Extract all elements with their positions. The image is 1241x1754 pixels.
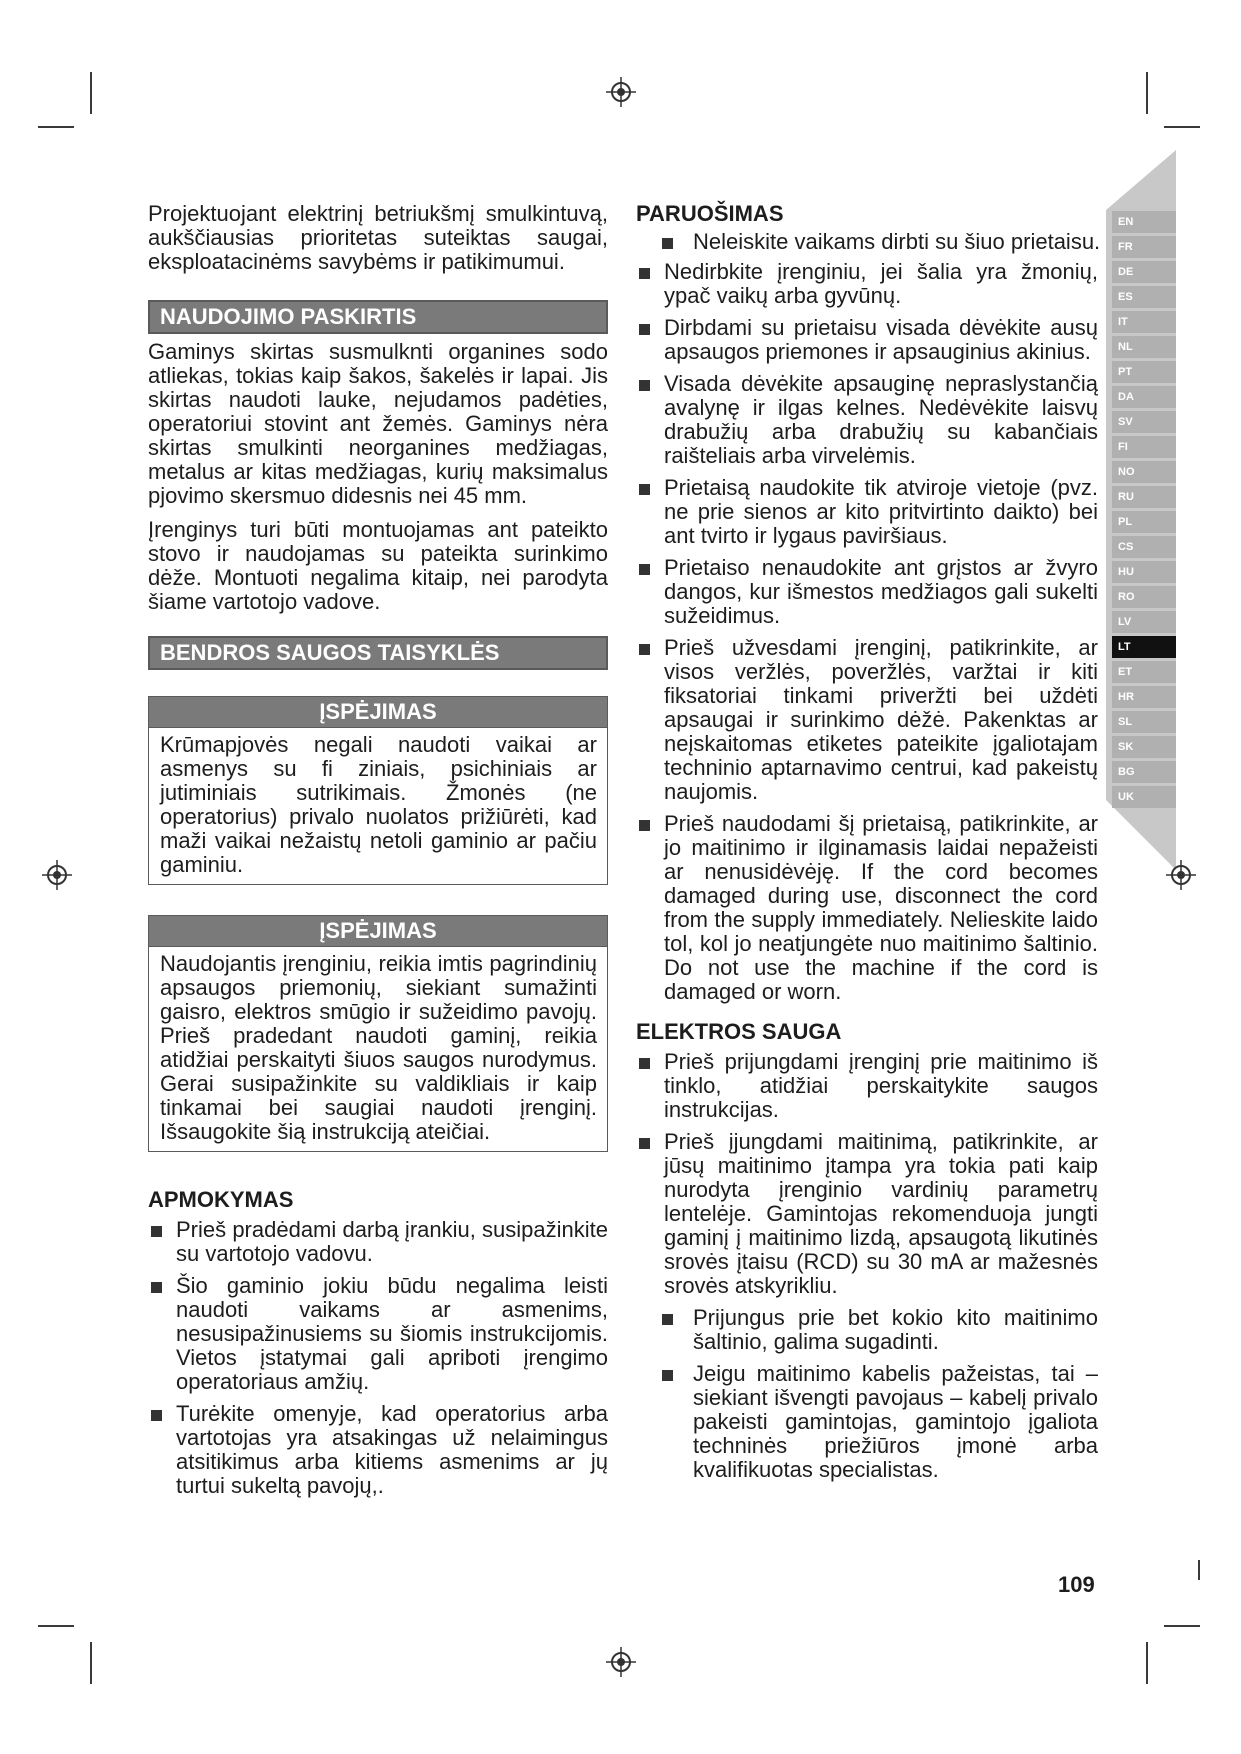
language-tab-sk: SK [1112,736,1176,758]
crop-mark [38,126,74,128]
crop-mark [38,1625,74,1627]
language-tab-bg: BG [1112,761,1176,783]
warning-text-2: Naudojantis įrenginiu, reikia imtis pagrindinių apsaugos priemonių, siekiant sumažinti gaisro, elektros smūgio ir sužeidimo pavojų. Prieš pradedant naudoti gaminį, reikia atidžiai perskaityti šiuos saugos nurodymus. Gerai susipažinkite su valdikliais ir kaip tinkamai bei saugiai naudoti įrenginį. Išsaugokite šią instrukciją ateičiai. [160,951,597,1144]
list-item: Šio gaminio jokiu būdu negalima leisti naudoti vaikams ar asmenims, nesusipažinusiems su šiomis instrukcijomis. Vietos įstatymai gali apriboti įrengimo operatoriaus amžių. [148,1274,608,1394]
section-heading-bendros: BENDROS SAUGOS TAISYKLĖS [148,636,608,670]
naudojimo-paragraph-2: Įrenginys turi būti montuojamas ant pateikto stovo ir naudojamas su pateikta surinkimo dėže. Montuoti negalima kitaip, nei parodyta šiame vartotojo vadove. [148,517,608,614]
registration-mark-icon [42,860,72,890]
language-tab-hr: HR [1112,686,1176,708]
language-tab-en: EN [1112,211,1176,233]
paruosimas-list [636,260,1098,1004]
language-tab-es: ES [1112,286,1176,308]
language-tab-de: DE [1112,261,1176,283]
language-tab-sl: SL [1112,711,1176,733]
language-tab-cs: CS [1112,536,1176,558]
list-item: Prietaiso nenaudokite ant grįstos ar žvyro dangos, kur išmestos medžiagos gali sukelti sužeidimus. [636,556,1098,628]
intro-paragraph: Projektuojant elektrinį betriukšmį smulkintuvą, aukščiausias prioritetas suteiktas saugai, eksploatacinėms savybėms ir patikimumui. [148,201,608,274]
section-heading-naudojimo: NAUDOJIMO PASKIRTIS [148,300,608,334]
language-tab-da: DA [1112,386,1176,408]
elektros-list [636,1050,1098,1298]
crop-mark [90,72,92,114]
language-tab-et: ET [1112,661,1176,683]
list-item: Prieš naudodami šį prietaisą, patikrinkite, ar jo maitinimo ir ilginamasis laidai nepažeisti ar nenusidėvėję. If the cord becomes damaged during use, disconnect the cord from the supply immediately. Nelieskite laido tol, kol jo neatjungėte nuo maitinimo šaltinio. Do not use the machine if the cord is damaged or worn. [636,812,1098,1004]
language-tab-fi: FI [1112,436,1176,458]
warning-box-1 [148,696,608,885]
section-heading-paruosimas: PARUOŠIMAS [636,201,784,226]
list-item: Turėkite omenyje, kad operatorius arba vartotojas yra atsakingas už nelaimingus atsitikimus arba kitiems asmenims ar jų turtui sukeltą pavojų,. [148,1402,608,1498]
language-tab-uk: UK [1112,786,1176,808]
list-item: Nedirbkite įrenginiu, jei šalia yra žmonių, ypač vaikų arba gyvūnų. [636,260,1098,308]
section-heading-elektros: ELEKTROS SAUGA [636,1019,842,1044]
list-item: Jeigu maitinimo kabelis pažeistas, tai – siekiant išvengti pavojaus – kabelį privalo pakeisti gamintojas, gamintojo įgaliota techninės priežiūros įmonė arba kvalifikuotas specialistas. [636,1362,1098,1482]
language-tab-lt: LT [1112,636,1176,658]
language-tab-lv: LV [1112,611,1176,633]
paruosimas-first-list [636,230,1126,254]
language-tab-fr: FR [1112,236,1176,258]
crop-mark [1146,1642,1148,1684]
list-item: Prieš prijungdami įrenginį prie maitinimo iš tinklo, atidžiai perskaitykite saugos instrukcijas. [636,1050,1098,1122]
list-item: Visada dėvėkite apsauginę nepraslystančią avalynę ir ilgas kelnes. Nedėvėkite laisvų drabužių arba drabužių su kabančiais raišteliais arba virvelėmis. [636,372,1098,468]
elektros-extra-list [636,1306,1098,1482]
registration-mark-icon [1166,860,1196,890]
list-item: Prieš pradėdami darbą įrankiu, susipažinkite su vartotojo vadovu. [148,1218,608,1266]
left-column [148,202,608,1498]
crop-mark [1164,1625,1200,1627]
warning-heading-2: ĮSPĖJIMAS [149,916,607,947]
section-heading-apmokymas: APMOKYMAS [148,1187,294,1212]
language-tab-ru: RU [1112,486,1176,508]
crop-mark [1146,72,1148,114]
language-tab-pt: PT [1112,361,1176,383]
registration-mark-icon [606,1647,636,1677]
page-number: 109 [1058,1572,1095,1597]
warning-heading-1: ĮSPĖJIMAS [149,697,607,728]
naudojimo-paragraph-1: Gaminys skirtas susmulknti organines sodo atliekas, tokias kaip šakos, šakelės ir lapai. Jis skirtas naudoti lauke, nejudamos padėties, operatoriui stovint ant žemės. Gaminys nėra skirtas smulkinti neorganines medžiagas, metalus ar kitas medžiagas, kurių maksimalus pjovimo skersmuo didesnis nei 45 mm. [148,339,608,508]
language-tab-nl: NL [1112,336,1176,358]
right-column [636,201,1101,1482]
language-tab-it: IT [1112,311,1176,333]
language-tab-sv: SV [1112,411,1176,433]
warning-box-2 [148,915,608,1152]
list-item: Prieš užvesdami įrenginį, patikrinkite, ar visos veržlės, poveržlės, varžtai ir kiti fiksatoriai tinkami priveržti bei uždėti apsaugai ir surinkimo dėžė. Pakenktas ar neįskaitomas etiketes pateikite įgaliotajam techninio aptarnavimo centrui, kad pakeistų naujomis. [636,636,1098,804]
crop-mark [1198,1560,1200,1580]
list-item: Neleiskite vaikams dirbti su šiuo prietaisu. [636,230,1126,254]
warning-text-1: Krūmapjovės negali naudoti vaikai ar asmenys su fi ziniais, psichiniais ar jutiminiais sutrikimais. Žmonės (ne operatorius) privalo nuolatos prižiūrėti, kad maži vaikai nežaistų netoli gaminio ar pačiu gaminiu. [160,732,597,877]
language-tab-no: NO [1112,461,1176,483]
list-item: Prijungus prie bet kokio kito maitinimo šaltinio, galima sugadinti. [636,1306,1098,1354]
list-item: Dirbdami su prietaisu visada dėvėkite ausų apsaugos priemones ir apsauginius akinius. [636,316,1098,364]
apmokymas-list [148,1218,608,1498]
language-tab-hu: HU [1112,561,1176,583]
language-tab-pl: PL [1112,511,1176,533]
crop-mark [90,1642,92,1684]
crop-mark [1164,126,1200,128]
list-item: Prieš įjungdami maitinimą, patikrinkite, ar jūsų maitinimo įtampa yra tokia pati kaip nurodyta įrenginio vardinių parametrų lentelėje. Gamintojas rekomenduoja jungti gaminį į maitinimo lizdą, apsaugotą likutinės srovės įtaisu (RCD) su 30 mA ar mažesnės srovės atskyrikliu. [636,1130,1098,1298]
list-item: Prietaisą naudokite tik atviroje vietoje (pvz. ne prie sienos ar kito pritvirtinto daikto) bei ant tvirto ir lygaus paviršiaus. [636,476,1098,548]
language-tab-ro: RO [1112,586,1176,608]
registration-mark-icon [606,77,636,107]
